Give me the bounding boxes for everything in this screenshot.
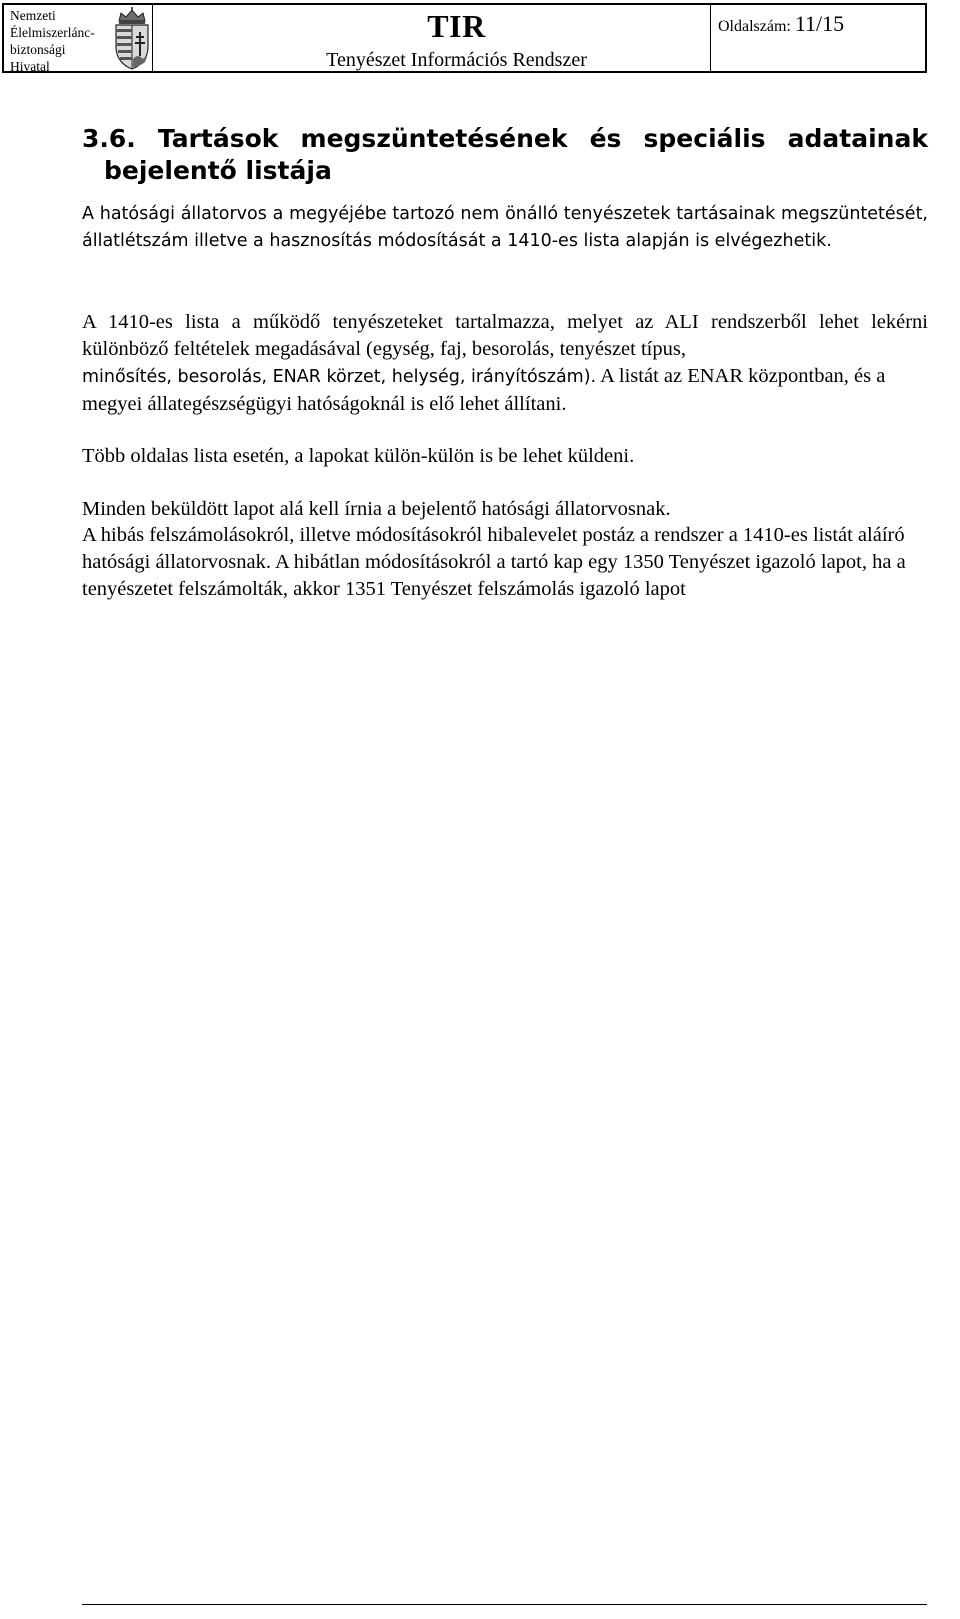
- section-title-word: speciális: [643, 124, 766, 153]
- section-title-word: 3.6.: [82, 124, 136, 153]
- org-line-3: biztonsági: [10, 42, 66, 57]
- paragraph-2-part-1: A 1410-es lista a működő tenyészeteket tartalmazza, melyet az ALI rendszerből lehet lekérni különböző feltételek megadásával (egység, faj, besorolás, tenyészet típus,: [82, 311, 928, 360]
- page-number-block: [711, 4, 926, 72]
- paragraph-5-part-2: A hibátlan módosításokról a tartó kap egy 1350 Tenyészet igazoló lapot, ha a tenyészetet felszámolták, akkor 1351 Tenyészet felszámolás igazoló lapot: [82, 551, 906, 600]
- system-title: TIR: [427, 8, 486, 44]
- paragraph-2: [82, 309, 928, 418]
- paragraph-5-part-1: A hibás felszámolásokról, illetve módosításokról hibalevelet postáz a rendszer a 1410-es listát aláíró hatósági állatorvosnak.: [82, 524, 905, 573]
- paragraph-3: Több oldalas lista esetén, a lapokat külön-külön is be lehet küldeni.: [82, 445, 635, 467]
- org-line-1: Nemzeti: [10, 8, 56, 23]
- org-name: [10, 7, 95, 75]
- paragraph-2-part-3: A listát az ENAR központban, és a megyei állategészségügyi hatóságoknál is elő lehet állítani.: [82, 365, 886, 415]
- system-title-block: [153, 4, 711, 72]
- system-subtitle: Tenyészet Információs Rendszer: [326, 49, 587, 71]
- paragraph-2-part-2: minősítés, besorolás, ENAR körzet, helység, irányítószám).: [82, 367, 597, 387]
- org-line-4: Hivatal: [10, 59, 50, 74]
- section-title-word: adatainak: [787, 124, 928, 153]
- paragraph-5: [82, 522, 928, 603]
- footer-divider: [82, 1604, 927, 1605]
- page-header: [2, 3, 927, 73]
- paragraph-4: Minden beküldött lapot alá kell írnia a bejelentő hatósági állatorvosnak.: [82, 498, 671, 520]
- section-title-line-1: [82, 123, 928, 155]
- section-title: [82, 123, 928, 187]
- page-number-label: Oldalszám:: [718, 18, 791, 35]
- section-title-word: és: [589, 124, 622, 153]
- page-number: 11/15: [794, 11, 845, 36]
- section-title-word: Tartások: [157, 124, 279, 153]
- org-line-2: Élelmiszerlánc-: [10, 25, 95, 40]
- hungarian-coat-of-arms-icon: [111, 7, 153, 71]
- paragraph-1: A hatósági állatorvos a megyéjébe tartozó nem önálló tenyészetek tartásainak megszüntetését, állatlétszám illetve a hasznosítás módosítását a 1410-es lista alapján is elvégezhetik.: [82, 204, 928, 251]
- section-title-word: megszüntetésének: [300, 124, 568, 153]
- section-title-line-2: bejelentő listája: [104, 156, 332, 185]
- org-block: [3, 4, 153, 72]
